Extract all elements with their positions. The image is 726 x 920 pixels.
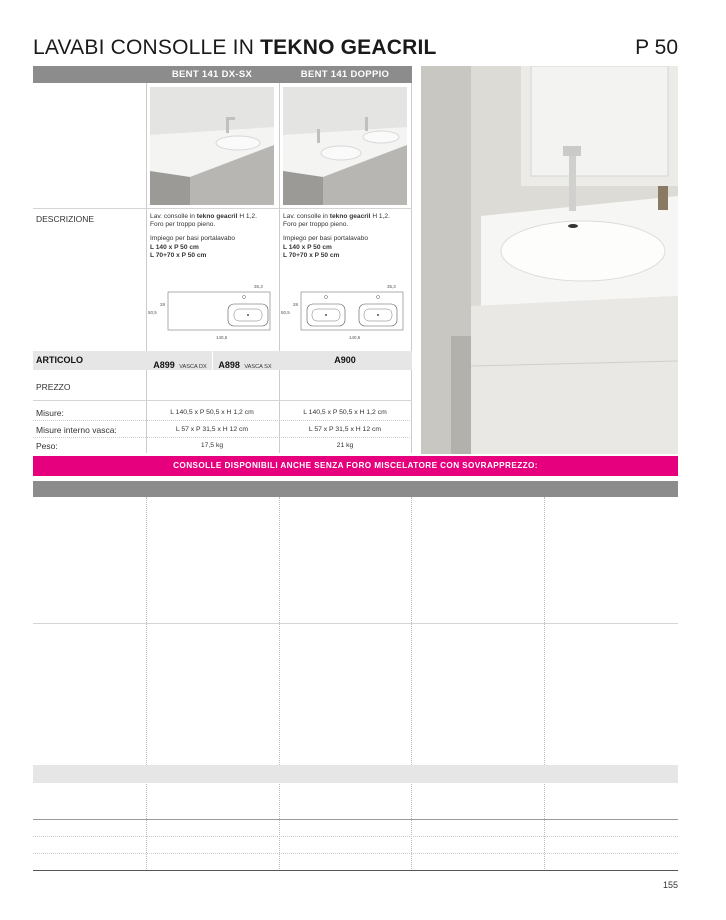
lower-table-header <box>33 481 678 497</box>
column-header-bent-doppio: BENT 141 DOPPIO <box>300 69 390 80</box>
misure-vasca-value: L 57 x P 31,5 x H 12 cm <box>308 426 382 433</box>
peso-value: 17,5 kg <box>200 442 224 449</box>
svg-text:140,5: 140,5 <box>216 335 228 340</box>
svg-text:28: 28 <box>293 302 299 307</box>
article-code-a898: A898 VASCA SX <box>218 360 272 370</box>
article-code-a899: A899 VASCA DX <box>153 360 207 370</box>
misure-vasca-label: Misure interno vasca: <box>36 425 117 435</box>
description-text: Lav. consolle in tekno geacril H 1,2. Foro per troppo pieno. Impiego per basi portalavabo L 140 x P 50 cm L 70+70 x P 50 cm <box>283 213 390 259</box>
technical-drawing-single <box>146 280 278 346</box>
svg-text:50,5: 50,5 <box>148 310 157 315</box>
technical-drawing-double <box>279 280 411 346</box>
page-code: P 50 <box>635 36 678 59</box>
table-divider <box>279 83 280 453</box>
svg-text:50,5: 50,5 <box>281 310 290 315</box>
page-number: 155 <box>662 880 678 890</box>
misure-value: L 140,5 x P 50,5 x H 1,2 cm <box>170 409 254 416</box>
svg-text:35,3: 35,3 <box>254 284 263 289</box>
misure-vasca-value: L 57 x P 31,5 x H 12 cm <box>175 426 249 433</box>
peso-value: 21 kg <box>336 442 354 449</box>
svg-text:28: 28 <box>160 302 166 307</box>
svg-text:140,5: 140,5 <box>349 335 361 340</box>
bathroom-photo <box>421 66 678 454</box>
description-text: Lav. consolle in tekno geacril H 1,2. Foro per troppo pieno. Impiego per basi portalavabo L 140 x P 50 cm L 70+70 x P 50 cm <box>150 213 257 259</box>
product-image-bent-141-doppio <box>283 87 407 205</box>
descrizione-label: DESCRIZIONE <box>36 214 95 224</box>
surcharge-banner: CONSOLLE DISPONIBILI ANCHE SENZA FORO MISCELATORE CON SOVRAPPREZZO: <box>33 456 678 476</box>
page-title: LAVABI CONSOLLE IN TEKNO GEACRIL <box>33 36 437 59</box>
article-code-a900: A900 <box>334 355 356 365</box>
column-header-bent-dx-sx: BENT 141 DX-SX <box>171 69 253 80</box>
articolo-label: ARTICOLO <box>36 355 83 365</box>
lower-table-gray-row <box>33 765 678 783</box>
table-divider <box>411 83 412 453</box>
peso-label: Peso: <box>36 441 58 451</box>
svg-text:35,3: 35,3 <box>387 284 396 289</box>
product-image-bent-141-dx-sx <box>150 87 274 205</box>
prezzo-label: PREZZO <box>36 382 71 392</box>
row-divider <box>33 208 412 209</box>
misure-label: Misure: <box>36 408 64 418</box>
misure-value: L 140,5 x P 50,5 x H 1,2 cm <box>303 409 387 416</box>
table-divider <box>146 83 147 453</box>
